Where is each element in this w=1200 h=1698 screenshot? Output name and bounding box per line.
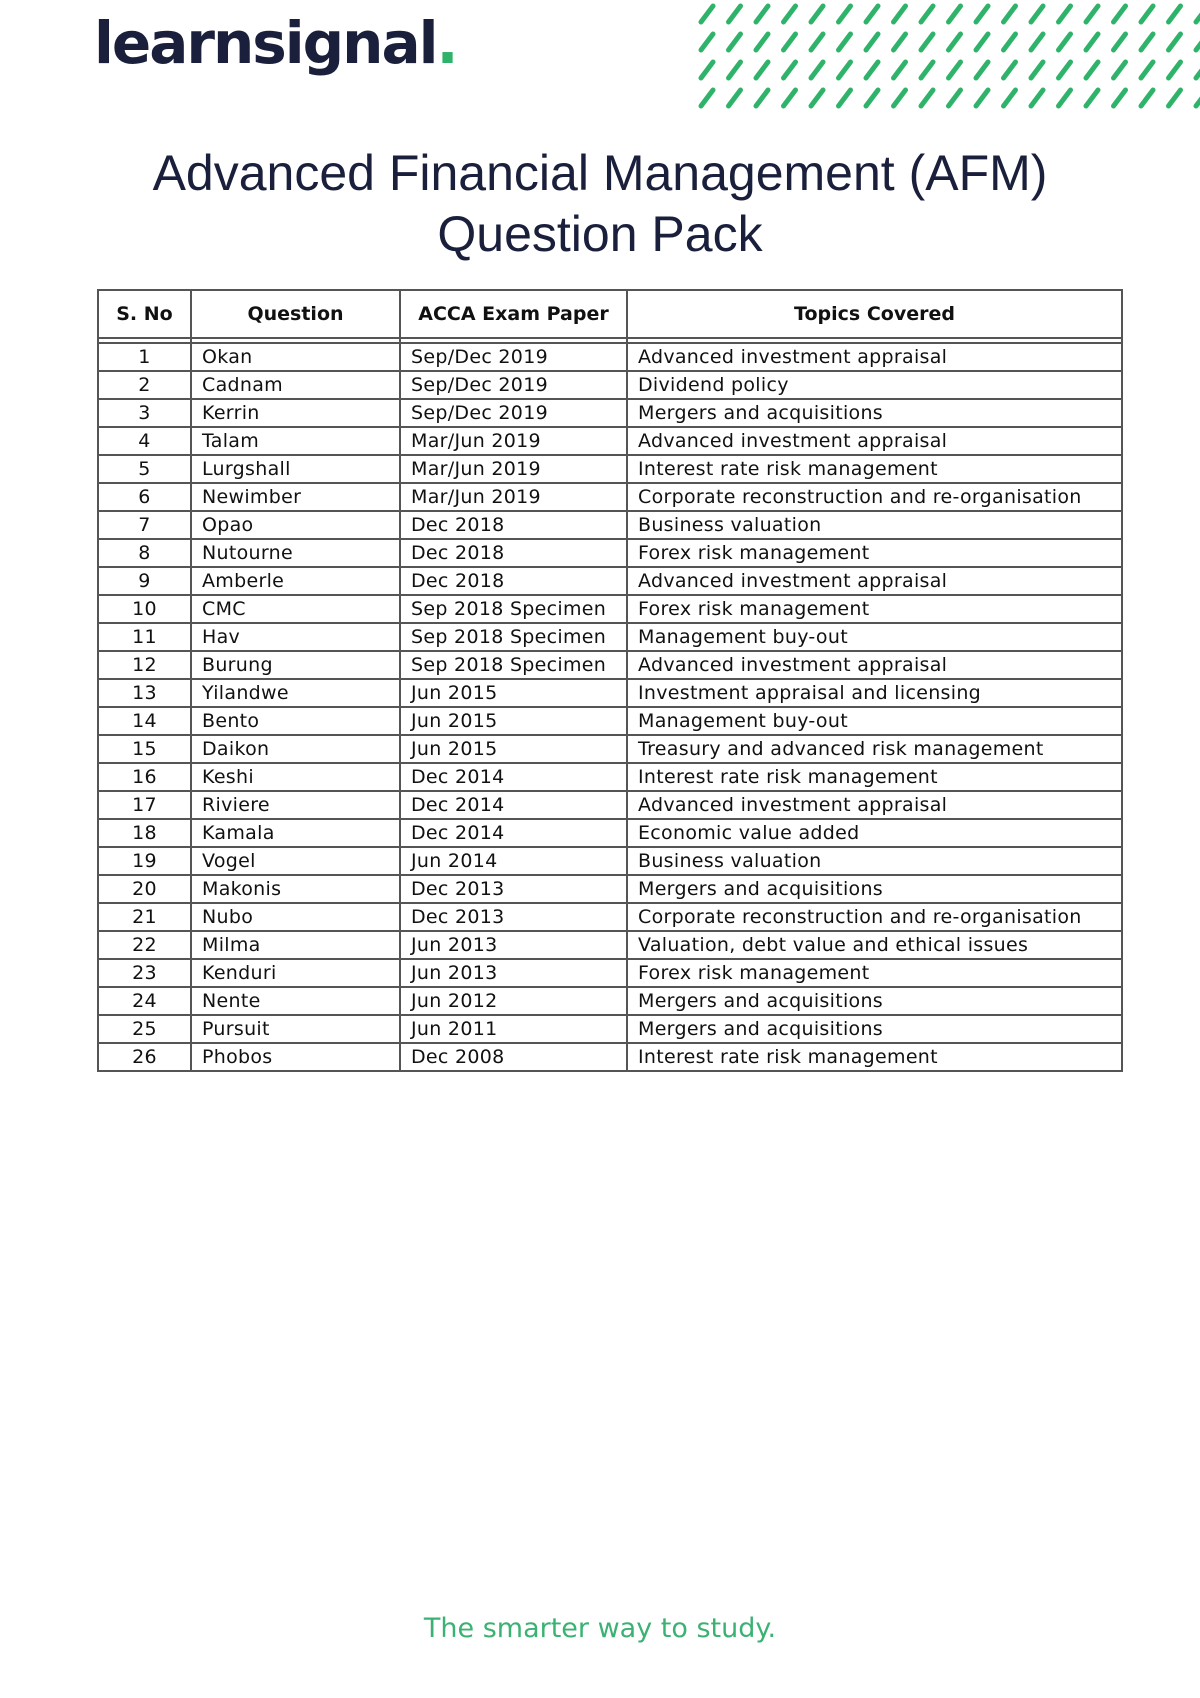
- topics-cell: Interest rate risk management: [627, 1043, 1122, 1071]
- exam-paper-cell: Sep/Dec 2019: [400, 343, 627, 371]
- pattern-slash: [976, 6, 988, 22]
- pattern-slash: [701, 6, 713, 22]
- question-name-cell: Pursuit: [191, 1015, 400, 1043]
- pattern-slash: [866, 34, 878, 50]
- question-name-cell: Milma: [191, 931, 400, 959]
- pattern-slash: [1141, 34, 1153, 50]
- serial-number-cell: 10: [98, 595, 191, 623]
- logo-dot: .: [436, 9, 457, 77]
- exam-paper-cell: Jun 2015: [400, 735, 627, 763]
- serial-number-cell: 12: [98, 651, 191, 679]
- pattern-slash: [866, 62, 878, 78]
- table-row: [98, 903, 1122, 931]
- pattern-slash: [1059, 62, 1071, 78]
- question-name-cell: Phobos: [191, 1043, 400, 1071]
- pattern-slash: [894, 90, 906, 106]
- pattern-slash: [1196, 34, 1200, 50]
- pattern-slash: [839, 90, 851, 106]
- serial-number-cell: 14: [98, 707, 191, 735]
- serial-number-cell: 13: [98, 679, 191, 707]
- pattern-slash: [811, 34, 823, 50]
- title-line-1: Advanced Financial Management (AFM): [152, 145, 1048, 201]
- pattern-slash: [976, 34, 988, 50]
- topics-cell: Advanced investment appraisal: [627, 567, 1122, 595]
- topics-cell: Advanced investment appraisal: [627, 343, 1122, 371]
- pattern-slash: [1059, 34, 1071, 50]
- exam-paper-cell: Mar/Jun 2019: [400, 483, 627, 511]
- table-row: [98, 427, 1122, 455]
- serial-number-cell: 15: [98, 735, 191, 763]
- exam-paper-cell: Mar/Jun 2019: [400, 455, 627, 483]
- topics-cell: Mergers and acquisitions: [627, 399, 1122, 427]
- question-name-cell: Opao: [191, 511, 400, 539]
- exam-paper-cell: Sep 2018 Specimen: [400, 651, 627, 679]
- pattern-slash: [1004, 34, 1016, 50]
- table-row: [98, 651, 1122, 679]
- question-name-cell: Nutourne: [191, 539, 400, 567]
- topics-cell: Economic value added: [627, 819, 1122, 847]
- pattern-slash: [1059, 90, 1071, 106]
- topics-cell: Interest rate risk management: [627, 763, 1122, 791]
- topics-cell: Forex risk management: [627, 539, 1122, 567]
- pattern-slash: [921, 62, 933, 78]
- pattern-slash: [949, 90, 961, 106]
- pattern-slash: [756, 34, 768, 50]
- pattern-slash: [811, 90, 823, 106]
- exam-paper-cell: Dec 2008: [400, 1043, 627, 1071]
- table-row: [98, 931, 1122, 959]
- pattern-slash: [1169, 34, 1181, 50]
- exam-paper-cell: Sep/Dec 2019: [400, 371, 627, 399]
- pattern-slash: [866, 6, 878, 22]
- table-row: [98, 371, 1122, 399]
- topics-cell: Advanced investment appraisal: [627, 651, 1122, 679]
- pattern-slash: [921, 6, 933, 22]
- pattern-slash: [976, 90, 988, 106]
- pattern-slash: [1004, 90, 1016, 106]
- pattern-slash: [729, 6, 741, 22]
- exam-paper-cell: Dec 2018: [400, 567, 627, 595]
- pattern-slash: [949, 62, 961, 78]
- title-line-2: Question Pack: [437, 206, 763, 262]
- serial-number-cell: 26: [98, 1043, 191, 1071]
- pattern-slash: [784, 6, 796, 22]
- topics-cell: Mergers and acquisitions: [627, 875, 1122, 903]
- exam-paper-cell: Jun 2014: [400, 847, 627, 875]
- serial-number-cell: 22: [98, 931, 191, 959]
- pattern-slash: [894, 62, 906, 78]
- table-row: [98, 483, 1122, 511]
- question-table: [97, 289, 1123, 1072]
- pattern-slash: [1169, 90, 1181, 106]
- question-name-cell: Makonis: [191, 875, 400, 903]
- pattern-slash: [1086, 90, 1098, 106]
- pattern-slash: [1169, 62, 1181, 78]
- table-row: [98, 763, 1122, 791]
- serial-number-cell: 25: [98, 1015, 191, 1043]
- exam-paper-cell: Dec 2014: [400, 763, 627, 791]
- pattern-slash: [1141, 90, 1153, 106]
- exam-paper-cell: Dec 2014: [400, 819, 627, 847]
- question-name-cell: Riviere: [191, 791, 400, 819]
- pattern-slash: [1086, 6, 1098, 22]
- pattern-slash: [784, 34, 796, 50]
- serial-number-cell: 5: [98, 455, 191, 483]
- pattern-slash: [701, 34, 713, 50]
- serial-number-cell: 16: [98, 763, 191, 791]
- topics-cell: Management buy-out: [627, 707, 1122, 735]
- pattern-slash: [839, 34, 851, 50]
- serial-number-cell: 18: [98, 819, 191, 847]
- pattern-slash: [1141, 6, 1153, 22]
- table-row: [98, 623, 1122, 651]
- pattern-slash: [1031, 62, 1043, 78]
- table-row: [98, 539, 1122, 567]
- table-row: [98, 595, 1122, 623]
- pattern-slash: [1141, 62, 1153, 78]
- pattern-slash: [1086, 62, 1098, 78]
- question-name-cell: Yilandwe: [191, 679, 400, 707]
- pattern-slash: [1031, 6, 1043, 22]
- exam-paper-cell: Dec 2018: [400, 511, 627, 539]
- serial-number-cell: 11: [98, 623, 191, 651]
- topics-cell: Corporate reconstruction and re-organisation: [627, 483, 1122, 511]
- pattern-slash: [811, 62, 823, 78]
- exam-paper-cell: Jun 2013: [400, 931, 627, 959]
- pattern-slash: [1031, 90, 1043, 106]
- table-row: [98, 959, 1122, 987]
- pattern-slash: [1114, 6, 1126, 22]
- pattern-slash: [1086, 34, 1098, 50]
- question-name-cell: Amberle: [191, 567, 400, 595]
- pattern-slash: [1059, 6, 1071, 22]
- topics-cell: Valuation, debt value and ethical issues: [627, 931, 1122, 959]
- pattern-slash: [1169, 6, 1181, 22]
- serial-number-cell: 3: [98, 399, 191, 427]
- topics-cell: Management buy-out: [627, 623, 1122, 651]
- table-row: [98, 875, 1122, 903]
- pattern-slash: [1114, 34, 1126, 50]
- table-row: [98, 707, 1122, 735]
- question-name-cell: Keshi: [191, 763, 400, 791]
- question-name-cell: Cadnam: [191, 371, 400, 399]
- logo-text: learnsignal: [94, 9, 437, 77]
- serial-number-cell: 21: [98, 903, 191, 931]
- table-row: [98, 819, 1122, 847]
- table-row: [98, 847, 1122, 875]
- topics-cell: Dividend policy: [627, 371, 1122, 399]
- topics-cell: Business valuation: [627, 847, 1122, 875]
- pattern-slash: [921, 34, 933, 50]
- table-row: [98, 1015, 1122, 1043]
- pattern-slash: [1004, 62, 1016, 78]
- pattern-slash: [701, 90, 713, 106]
- pattern-slash: [839, 6, 851, 22]
- pattern-slash: [1114, 62, 1126, 78]
- table-row: [98, 399, 1122, 427]
- table-row: [98, 455, 1122, 483]
- table-row: [98, 791, 1122, 819]
- exam-paper-cell: Jun 2015: [400, 679, 627, 707]
- footer-tagline: The smarter way to study.: [423, 1613, 777, 1644]
- learnsignal-logo: [94, 9, 457, 77]
- question-name-cell: Nubo: [191, 903, 400, 931]
- topics-cell: Advanced investment appraisal: [627, 427, 1122, 455]
- serial-number-cell: 17: [98, 791, 191, 819]
- pattern-slash: [756, 6, 768, 22]
- pattern-slash: [976, 62, 988, 78]
- exam-paper-cell: Jun 2012: [400, 987, 627, 1015]
- question-name-cell: Hav: [191, 623, 400, 651]
- pattern-slash: [839, 62, 851, 78]
- pattern-slash: [784, 90, 796, 106]
- pattern-slash: [1114, 90, 1126, 106]
- table-row: [98, 343, 1122, 371]
- pattern-slash: [866, 90, 878, 106]
- exam-paper-cell: Sep 2018 Specimen: [400, 595, 627, 623]
- serial-number-cell: 8: [98, 539, 191, 567]
- serial-number-cell: 23: [98, 959, 191, 987]
- question-name-cell: Kenduri: [191, 959, 400, 987]
- table-row: [98, 987, 1122, 1015]
- question-name-cell: Vogel: [191, 847, 400, 875]
- pattern-slash: [729, 90, 741, 106]
- topics-cell: Business valuation: [627, 511, 1122, 539]
- exam-paper-cell: Dec 2013: [400, 875, 627, 903]
- question-name-cell: Okan: [191, 343, 400, 371]
- table-row: [98, 735, 1122, 763]
- topics-cell: Mergers and acquisitions: [627, 987, 1122, 1015]
- topics-cell: Corporate reconstruction and re-organisation: [627, 903, 1122, 931]
- table-body: [98, 343, 1122, 1071]
- pattern-slash: [1196, 90, 1200, 106]
- pattern-slash: [894, 34, 906, 50]
- header-s-no: S. No: [98, 290, 191, 338]
- pattern-slash: [949, 34, 961, 50]
- table-row: [98, 567, 1122, 595]
- pattern-slash: [894, 6, 906, 22]
- table-header-row: [98, 290, 1122, 338]
- exam-paper-cell: Jun 2013: [400, 959, 627, 987]
- page-title: [0, 143, 1200, 265]
- header-topics: Topics Covered: [627, 290, 1122, 338]
- exam-paper-cell: Dec 2013: [400, 903, 627, 931]
- pattern-slash: [729, 34, 741, 50]
- pattern-slash: [756, 90, 768, 106]
- topics-cell: Treasury and advanced risk management: [627, 735, 1122, 763]
- question-name-cell: Burung: [191, 651, 400, 679]
- header-exam-paper: ACCA Exam Paper: [400, 290, 627, 338]
- exam-paper-cell: Mar/Jun 2019: [400, 427, 627, 455]
- topics-cell: Investment appraisal and licensing: [627, 679, 1122, 707]
- serial-number-cell: 24: [98, 987, 191, 1015]
- topics-cell: Forex risk management: [627, 959, 1122, 987]
- question-name-cell: CMC: [191, 595, 400, 623]
- question-name-cell: Bento: [191, 707, 400, 735]
- exam-paper-cell: Dec 2014: [400, 791, 627, 819]
- topics-cell: Advanced investment appraisal: [627, 791, 1122, 819]
- serial-number-cell: 4: [98, 427, 191, 455]
- pattern-slash: [811, 6, 823, 22]
- serial-number-cell: 2: [98, 371, 191, 399]
- serial-number-cell: 19: [98, 847, 191, 875]
- question-name-cell: Kamala: [191, 819, 400, 847]
- table-row: [98, 1043, 1122, 1071]
- pattern-slash: [784, 62, 796, 78]
- question-name-cell: Talam: [191, 427, 400, 455]
- question-name-cell: Nente: [191, 987, 400, 1015]
- topics-cell: Mergers and acquisitions: [627, 1015, 1122, 1043]
- pattern-slash: [949, 6, 961, 22]
- pattern-slash: [1031, 34, 1043, 50]
- question-name-cell: Daikon: [191, 735, 400, 763]
- pattern-slash: [729, 62, 741, 78]
- exam-paper-cell: Dec 2018: [400, 539, 627, 567]
- pattern-slash: [756, 62, 768, 78]
- pattern-slash: [1004, 6, 1016, 22]
- serial-number-cell: 1: [98, 343, 191, 371]
- table-row: [98, 679, 1122, 707]
- exam-paper-cell: Jun 2015: [400, 707, 627, 735]
- serial-number-cell: 9: [98, 567, 191, 595]
- topics-cell: Forex risk management: [627, 595, 1122, 623]
- exam-paper-cell: Sep/Dec 2019: [400, 399, 627, 427]
- question-name-cell: Lurgshall: [191, 455, 400, 483]
- decorative-slash-pattern: [695, 0, 1200, 118]
- serial-number-cell: 6: [98, 483, 191, 511]
- serial-number-cell: 7: [98, 511, 191, 539]
- pattern-slash: [701, 62, 713, 78]
- pattern-slash: [1196, 62, 1200, 78]
- exam-paper-cell: Jun 2011: [400, 1015, 627, 1043]
- topics-cell: Interest rate risk management: [627, 455, 1122, 483]
- header-question: Question: [191, 290, 400, 338]
- question-name-cell: Kerrin: [191, 399, 400, 427]
- pattern-slash: [921, 90, 933, 106]
- pattern-slash: [1196, 6, 1200, 22]
- table-row: [98, 511, 1122, 539]
- serial-number-cell: 20: [98, 875, 191, 903]
- exam-paper-cell: Sep 2018 Specimen: [400, 623, 627, 651]
- question-name-cell: Newimber: [191, 483, 400, 511]
